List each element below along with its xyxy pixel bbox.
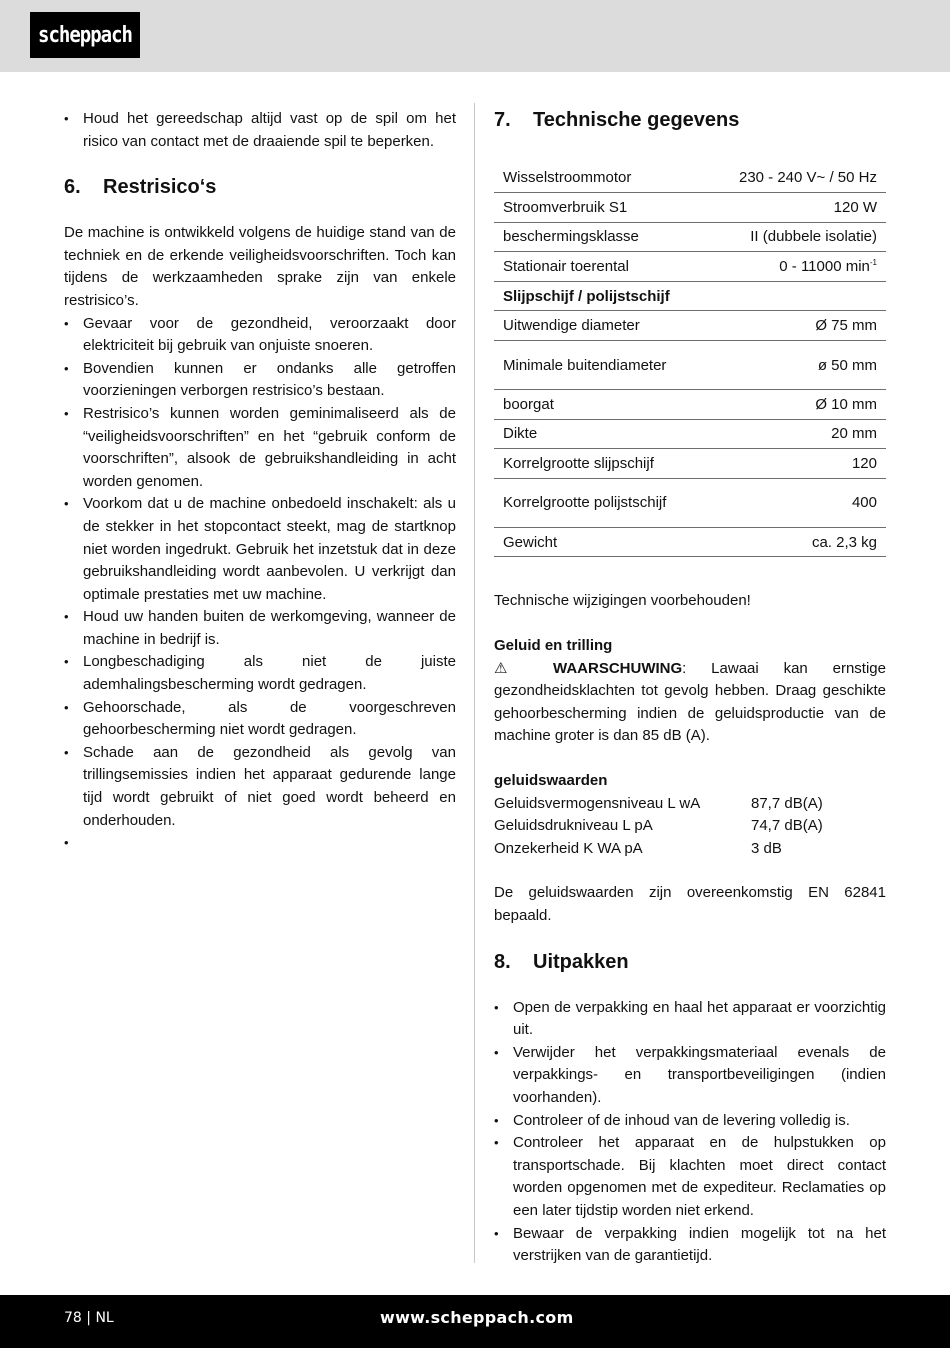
sound-vibration-heading: Geluid en trilling <box>494 637 613 655</box>
table-row: Minimale buitendiameter ø 50 mm <box>494 341 886 390</box>
bullet-icon: • <box>494 1112 499 1128</box>
list-item: • Controleer het apparaat en de hulpstukken op transportschade. Bij klachten moet direct contact worden opgenomen met de expediteur. Reclamaties op een later tijdstip worden niet erkend. <box>494 1134 886 1219</box>
column-divider <box>474 103 475 1263</box>
page-number: 78 <box>64 1310 82 1326</box>
section-7-heading: 7. Technische gegevens <box>494 109 740 131</box>
sound-value-row: Geluidsdrukniveau L pA 74,7 dB(A) <box>494 817 823 835</box>
separator: | <box>86 1310 91 1326</box>
list-item: • Bovendien kunnen er ondanks alle getroffen voorzieningen verborgen restrisico’s bestaan. <box>64 359 456 400</box>
bullet-icon: • <box>64 835 69 851</box>
list-item: • Houd het gereedschap altijd vast op de spil om het risico van contact met de draaiende spil te beperken. <box>64 110 456 150</box>
warning-icon: ⚠ <box>494 659 529 677</box>
unpacking-list <box>494 997 886 1268</box>
list-item: • Verwijder het verpakkingsmateriaal evenals de verpakkings- en transportbeveiligingen (indien voorhanden). <box>494 1043 886 1106</box>
residual-risk-list <box>64 313 456 855</box>
table-row: Dikte 20 mm <box>494 419 886 449</box>
table-row: beschermingsklasse II (dubbele isolatie) <box>494 222 886 252</box>
bullet-icon: • <box>64 111 69 126</box>
sound-value-row: Onzekerheid K WA pA 3 dB <box>494 839 782 857</box>
table-row: Wisselstroommotor 230 - 240 V~ / 50 Hz <box>494 163 886 193</box>
sound-values-heading: geluidswaarden <box>494 772 608 789</box>
section-8-heading: 8. Uitpakken <box>494 950 629 973</box>
section-6-heading: 6. Restrisico‘s <box>64 176 217 199</box>
list-item: • Longbeschadiging als niet de juiste ademhalingsbescherming wordt gedragen. <box>64 653 456 694</box>
bullet-icon: • <box>64 699 69 715</box>
list-item: • Bewaar de verpakking indien mogelijk tot na het verstrijken van de garantietijd. <box>494 1224 886 1265</box>
bullet-icon: • <box>64 405 69 421</box>
bullet-icon: • <box>64 609 69 625</box>
list-item: • Schade aan de gezondheid als gevolg van trillingsemissies indien het apparaat gedurende lange tijd wordt gebruikt of niet goed wordt beheerd en onderhouden. <box>64 743 456 829</box>
right-column <box>494 108 886 1268</box>
bullet-icon: • <box>494 1135 499 1151</box>
intro-bullet-list <box>64 108 456 153</box>
table-row: Korrelgrootte polijstschijf 400 <box>494 478 886 527</box>
bullet-icon: • <box>64 744 69 760</box>
table-row: Korrelgrootte slijpschijf 120 <box>494 449 886 479</box>
list-item: • Houd uw handen buiten de werkomgeving, wanneer de machine in bedrijf is. <box>64 608 456 648</box>
bullet-icon: • <box>494 1044 499 1060</box>
footer-bar <box>0 1295 950 1348</box>
list-item: • Controleer of de inhoud van de levering volledig is. <box>494 1110 886 1133</box>
bullet-icon: • <box>494 1225 499 1241</box>
list-item: • Voorkom dat u de machine onbedoeld inschakelt: als u de stekker in het stopcontact steekt, mag de startknop niet worden ingedrukt. Gebruik het inzetstuk dat in deze gebruikshandleiding wordt aanbevolen. U verkrijgt dan optimale prestaties met uw machine. <box>64 495 456 603</box>
table-row: Stroomverbruik S1 120 W <box>494 193 886 223</box>
bullet-icon: • <box>64 496 69 512</box>
table-row: Gewicht ca. 2,3 kg <box>494 527 886 557</box>
list-item: • Open de verpakking en haal het apparaat er voorzichtig uit. <box>494 998 886 1039</box>
noise-warning: ⚠ WAARSCHUWING: Lawaai kan ernstige gezondheidsklachten tot gevolg hebben. Draag geschikte gehoorbescherming indien de geluidsproductie van de machine groter is dan 85 dB (A). <box>494 659 886 745</box>
left-column <box>64 108 456 855</box>
bullet-icon: • <box>64 315 69 331</box>
language-code: NL <box>95 1310 114 1326</box>
list-item: • Gevaar voor de gezondheid, veroorzaakt door elektriciteit bij gebruik van onjuiste snoeren. <box>64 314 456 355</box>
scheppach-logo: scheppach <box>30 12 140 58</box>
list-item: • Restrisico’s kunnen worden geminimaliseerd als de “veiligheidsvoorschriften” en het “gebruik conform de voorschriften”, alsook de gebruikshandleiding in acht worden genomen. <box>64 404 456 490</box>
website-link[interactable]: www.scheppach.com <box>380 1308 574 1327</box>
sound-norm-text: De geluidswaarden zijn overeenkomstig EN 62841 bepaald. <box>494 884 886 924</box>
page-indicator <box>64 1310 114 1326</box>
table-row: Stationair toerental 0 - 11000 $\min^{-1}$ <box>494 252 886 282</box>
sound-value-row: Geluidsvermogensniveau L wA 87,7 dB(A) <box>494 794 823 812</box>
table-row: boorgat Ø 10 mm <box>494 390 886 420</box>
header-bar <box>0 0 950 72</box>
list-item: • Gehoorschade, als de voorgeschreven gehoorbescherming niet wordt gedragen. <box>64 698 456 739</box>
technical-changes-note: Technische wijzigingen voorbehouden! <box>494 592 751 610</box>
section-6-intro: De machine is ontwikkeld volgens de huidige stand van de techniek en de erkende veiligheidsvoorschriften. Toch kan tijdens de werkzaamheden sprake zijn van enkele restrisico’s. <box>64 224 456 309</box>
bullet-icon: • <box>64 360 69 376</box>
table-section-row: Slijpschijf / polijstschijf <box>494 281 886 311</box>
bullet-icon: • <box>64 654 69 670</box>
bullet-icon: • <box>494 999 499 1015</box>
table-row: Uitwendige diameter Ø 75 mm <box>494 311 886 341</box>
technical-specs-table <box>494 163 886 557</box>
list-item-empty <box>64 832 456 855</box>
